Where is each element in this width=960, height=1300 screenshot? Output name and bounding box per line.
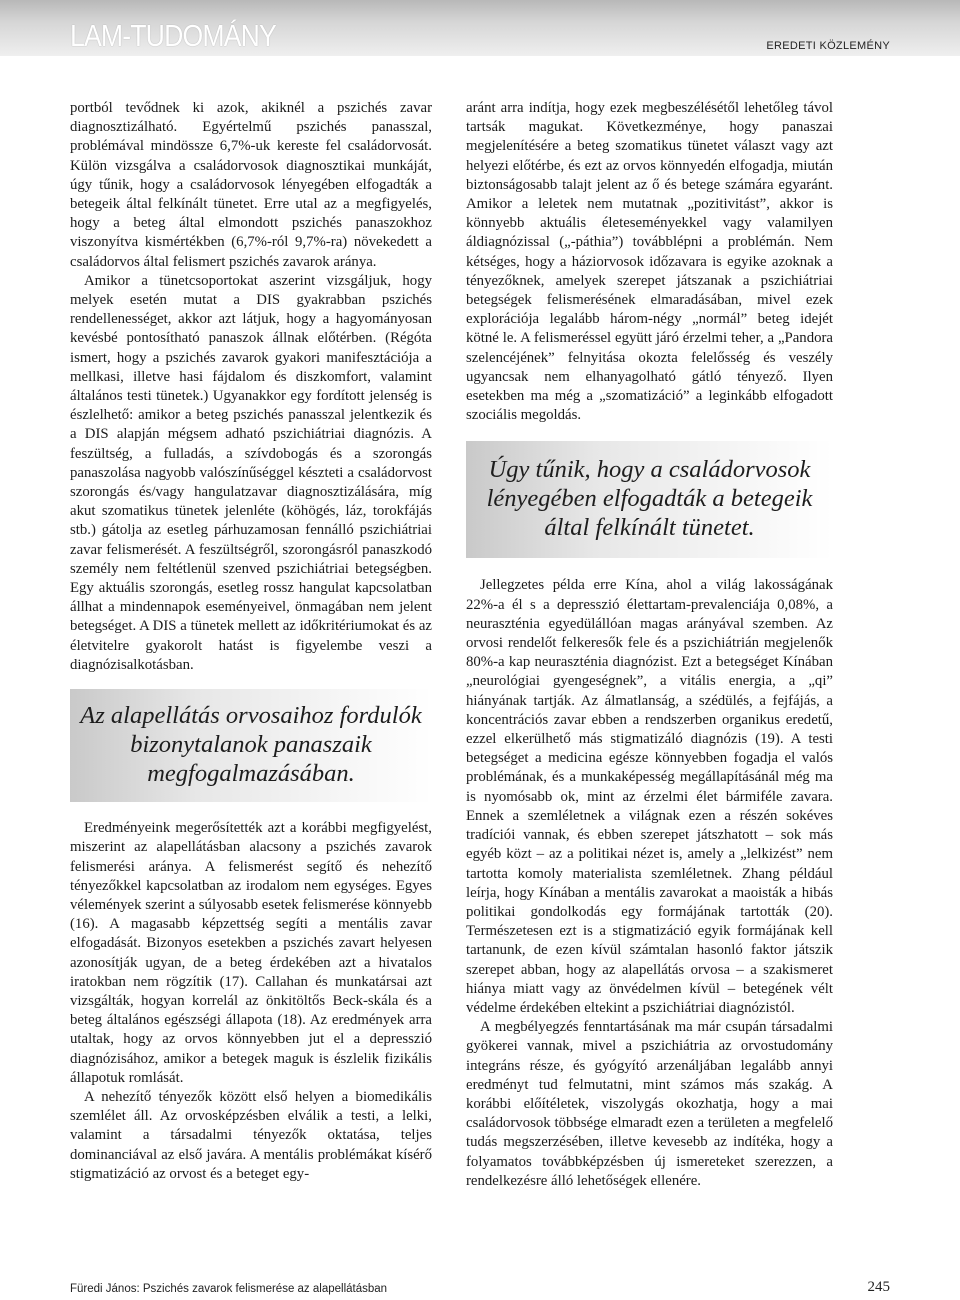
- journal-title: LAM-TUDOMÁNY: [70, 18, 276, 53]
- left-paragraph-4: A nehezítő tényezők között első helyen a biomedikális szemlélet áll. Az orvosképzésben elválik a testi, a lelki, valamint a társadalmi tényezők oktatása, teljes dominanciával az első javára. A mentális problémákat kísérő stigmatizáció az orvost és a beteget egy-: [70, 1088, 432, 1182]
- left-paragraph-2: Amikor a tünetcsoportokat aszerint vizsgáljuk, hogy melyek esetén mutat a DIS gyakrabban pszichés rendellenességet, akkor azt látjuk, hogy a hagyományosan kevésbé pontosítható panaszok állnak előtérben. (Régóta ismert, hogy a pszichés zavarok gyakori manifesztációja a mellkasi, illetve hasi fájdalom és diszkomfort, valamint általános testi tünetek.) Ugyanakkor egy fordított jelenség is észlelhető: amikor a beteg pszichés panasszal jelentkezik és a DIS alapján mégsem adható pszichiátriai diagnózis. A feszültség, a fulladás, a szívdobogás és a szorongás panaszolása nagyobb valószínűséggel készteti a családorvost szorongás és/vagy hangulatzavar diagnosztizálására, míg akut szomatikus tünetek jelenléte (köhögés, láz, torokfájás stb.) gátolja az esetleg párhuzamosan fennálló pszichiátriai zavar felismerését. A feszültségről, szorongásról panaszkodó személy nem feltétlenül szenved pszichiátriai betegségben. Egy aktuális szorongás, esetleg rossz hangulat kapcsolatban állhat a mindennapok eseményeivel, önmagában nem jelent betegséget. A DIS a tünetek mellett az időkritériumokat és az életvitelre gyakorolt hatást is figyelembe veszi a diagnózisalkotásban.: [70, 272, 432, 673]
- left-column: [70, 99, 432, 1184]
- header-bar: [0, 0, 960, 56]
- right-paragraph-1: aránt arra indítja, hogy ezek megbeszélésétől lehetőleg távol tartsák magukat. Következménye, hogy panaszai megjelenítésére a beteg szomatikus tünetet választ vagy azt helyezi előtérbe, és ezt az orvos könnyedén elfogadja, miután biztonságosabb talajt jelent az ő és betege számára egyaránt. Amikor a leletek nem mutatnak „pozitivitást”, akkor is könnyebb aktuális életeseményekkel vagy valamilyen áldiagnózissal („-páthia”) továbblépni a problémán. Nem kétséges, hogy a háziorvosok időzavara is egyike azoknak a tényezőknek, amelyek szerepet játszanak a pszichiátriai betegségek felismerésének elmaradásában, mivel ezek explorációja legalább három-négy „normál” beteg idejét kötné le. A felismeréssel együtt járó érzelmi teher, a „Pandora szelencéjének” felnyitása okozta felelősség és veszély ugyancsak nem elhanyagolható gátló tényező. Ilyen esetekben ma még a „szomatizáció” a leginkább elfogadott szociális megoldás.: [466, 100, 833, 424]
- page-number: 245: [867, 1279, 890, 1295]
- pull-quote-right: Úgy tűnik, hogy a családorvosok lényegében elfogadták a betegeik által felkínált tünetet.: [466, 441, 833, 558]
- right-paragraph-2: Jellegzetes példa erre Kína, ahol a világ lakosságának 22%-a él s a depresszió élettartam-prevalenciája 0,08%, a neuraszténia egyedülállóan magas arányával szemben. Az orvosi rendelőt felkeresők fele és a pszichiátrián megjelenők 80%-a kap neuraszténia diagnózist. Ezt a betegséget Kínában „neurológiai gyengeségnek”, a vitális energia, a „qi” hiányának tartják. Az álmatlanság, a szédülés, a fejfájás, a koncentrációs zavar ebben a rendszerben organikus eredetű, ezzel elkerülhető más stigmatizáló diagnózis (19). A testi betegséget a medicina egésze könnyebben fogadja el valós problémának, és a munkaképesség megállapításánál még ma is nyomósabb ok, mint az érzelmi élet bármiféle zavara. Ennek a szemléletnek a világnak ezen a részén sokéves tradíciói vannak, és ebben szerepet játszhatott – sok más egyéb közt – az a politikai nézet is, amely a „lelkizést” nem tartotta komoly materialista szemléletnek. Zhang például leírja, hogy Kínában a mentális zavarokat a maoisták a hibás politikai gondolkodás egy formájának tartották (20). Természetesen ezt is a stigmatizáció egyik formájának kell tartanunk, de ezen kívül számtalan hasonló faktor játszik szerepet abban, hogy az alapellátás orvosa – a szakismeret hiánya miatt vagy az önvédelmen kívül – betegének vélt védelme érdekében eltekint a pszichiátriai diagnózistól.: [466, 577, 833, 1016]
- right-paragraph-3: A megbélyegzés fenntartásának ma már csupán társadalmi gyökerei vannak, mivel a pszichiátria az orvostudomány integráns része, és gyógyító arzenáljában legalább annyi eredményt tud felmutatni, mint számos más szakág. A korábbi előítéletek, viszolygás okozhatja, hogy a mai családorvosok többsége elmaradt ezen a területen a megfelelő tudás megszerzésében, illetve kevesebb az indítéka, hogy a folyamatos továbbképzésben új ismereteket szerezzen, a rendelkezésre álló lehetőségek ellenére.: [466, 1019, 833, 1189]
- left-paragraph-1: portból tevődnek ki azok, akiknél a pszichés zavar diagnosztizálható. Egyértelmű pszichés panasszal, problémával mindössze 6,7%-uk kereste fel családorvosát. Külön vizsgálva a családorvosok diagnosztikai munkáját, úgy tűnik, hogy a családorvosok lényegében elfogadták a betegeik által felkínált tünetet. Erre utal az a megfigyelés, hogy a beteg által elmondott pszichés panaszokhoz viszonyítva kismértékben (6,7%-ról 9,7%-ra) növekedett a családorvos által felismert pszichés zavarok aránya.: [70, 100, 432, 270]
- left-paragraph-3: Eredményeink megerősítették azt a korábbi megfigyelést, miszerint az alapellátásban alacsony a pszichés zavarok felismerési aránya. A felismerést segítő és nehezítő tényezőkkel kapcsolatban az irodalom nem egységes. Egyes vélemények szerint a súlyosabb esetek felismerése könnyebb (16). A magasabb képzettség segíti a mentális zavar elfogadását. Bizonyos esetekben a pszichés zavart helyesen azonosítják ugyan, de a beteg érdekében azt a hivatalos iratokban nem rögzítik (17). Callahan és munkatársai azt vizsgálták, hogyan korrelál az önkitöltős Beck-skála és a beteg általános egészségi állapota (18). Az eredmények arra utaltak, hogy az orvos könnyebben jut el a depresszió diagnózisához, amikor a betegek maguk is észlelik fizikális állapotuk romlását.: [70, 820, 432, 1086]
- pull-quote-left: Az alapellátás orvosaihoz fordulók bizonytalanok panaszaik megfogalmazásában.: [70, 689, 432, 802]
- right-column: [466, 99, 833, 1191]
- footer-author-title: Füredi János: Pszichés zavarok felismerése az alapellátásban: [70, 1283, 388, 1295]
- section-label: EREDETI KÖZLEMÉNY: [766, 40, 890, 52]
